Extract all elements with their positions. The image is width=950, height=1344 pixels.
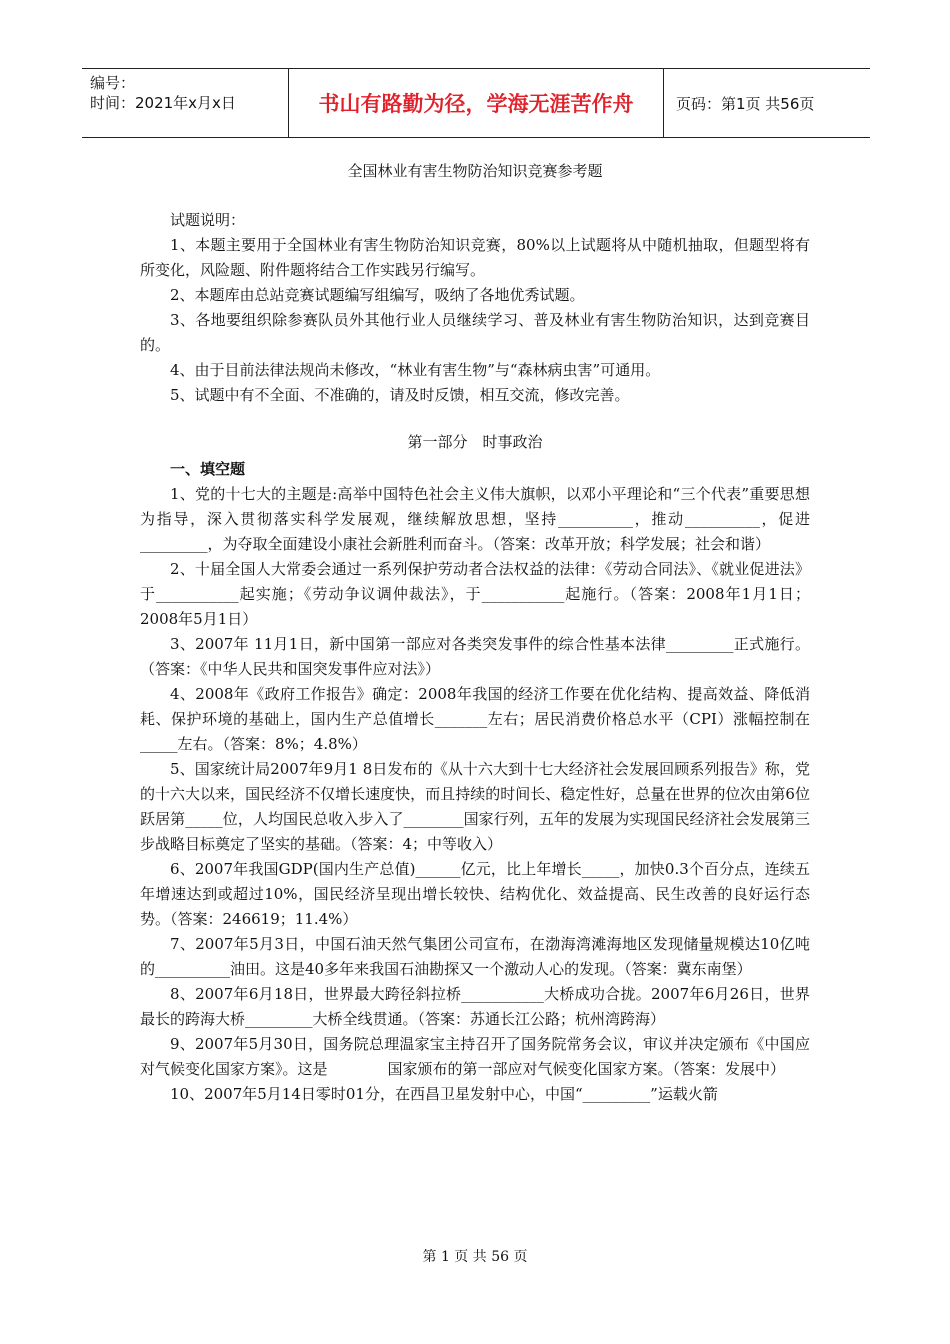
question-2: 2、十届全国人大常委会通过一系列保护劳动者合法权益的法律：《劳动合同法》、《就业促进法》于___________起实施；《劳动争议调仲裁法》，于___________起施行。（答案：2008年1月1日；2008年5月1日）: [140, 560, 810, 628]
intro-item-2: 2、本题库由总站竞赛试题编写组编写，吸纳了各地优秀试题。: [170, 286, 585, 304]
intro-item-1: 1、本题主要用于全国林业有害生物防治知识竞赛，80%以上试题将从中随机抽取，但题型将有所变化，风险题、附件题将结合工作实践另行编写。: [140, 236, 810, 279]
intro-item-3: 3、各地要组织除参赛队员外其他行业人员继续学习、普及林业有害生物防治知识，达到竞赛目的。: [140, 311, 810, 354]
part-title: 第一部分 时事政治: [407, 433, 543, 451]
intro-item-4: 4、由于目前法律法规尚未修改，“林业有害生物”与“森林病虫害”可通用。: [170, 361, 661, 379]
question-7: 7、2007年5月3日，中国石油天然气集团公司宣布，在渤海湾滩海地区发现储量规模达10亿吨的__________油田。这是40多年来我国石油勘探又一个激动人心的发现。（答案：冀东南堡）: [140, 935, 810, 978]
document-title: 全国林业有害生物防治知识竞赛参考题: [347, 162, 603, 180]
document-body: [140, 158, 810, 1107]
question-4: 4、2008年《政府工作报告》确定：2008年我国的经济工作要在优化结构、提高效益、降低消耗、保护环境的基础上，国内生产总值增长_______左右；居民消费价格总水平（CPI）涨幅控制在_____左右。（答案：8%；4.8%）: [140, 685, 810, 753]
question-8: 8、2007年6月18日，世界最大跨径斜拉桥___________大桥成功合拢。2007年6月26日，世界最长的跨海大桥_________大桥全线贯通。（答案：苏通长江公路；杭州湾跨海）: [140, 985, 810, 1028]
serial-label: 编号：: [90, 74, 136, 92]
header-motto: 书山有路勤为径，学海无涯苦作舟: [289, 69, 664, 137]
header-page-info: 页码：第1页 共56页: [676, 94, 815, 113]
date-label: 时间：2021年x月x日: [90, 94, 236, 112]
page-footer: 第 1 页 共 56 页: [422, 1249, 528, 1265]
intro-heading: 试题说明：: [170, 211, 246, 229]
intro-item-5: 5、试题中有不全面、不准确的，请及时反馈，相互交流，修改完善。: [170, 386, 630, 404]
page-header: [82, 68, 870, 138]
question-10: 10、2007年5月14日零时01分，在西昌卫星发射中心，中国“_________”运载火箭: [170, 1085, 718, 1103]
question-5: 5、国家统计局2007年9月1 8日发布的《从十六大到十七大经济社会发展回顾系列报告》称，党的十六大以来，国民经济不仅增长速度快，而且持续的时间长、稳定性好，总量在世界的位次由第6位跃居第_____位，人均国民总收入步入了________国家行列，五年的发展为实现国民经济社会发展第三步战略目标奠定了坚实的基础。（答案：4；中等收入）: [140, 760, 810, 853]
question-1: 1、党的十七大的主题是:高举中国特色社会主义伟大旗帜，以邓小平理论和“三个代表”重要思想为指导，深入贯彻落实科学发展观，继续解放思想，坚持__________，推动__________，促进_________，为夺取全面建设小康社会新胜利而奋斗。（答案：改革开放；科学发展；社会和谐）: [140, 485, 810, 553]
question-3: 3、2007年 11月1日，新中国第一部应对各类突发事件的综合性基本法律_________正式施行。（答案：《中华人民共和国突发事件应对法》）: [140, 635, 810, 678]
header-meta: [82, 69, 289, 137]
question-9: 9、2007年5月30日，国务院总理温家宝主持召开了国务院常务会议，审议并决定颁布《中国应对气候变化国家方案》。这是 国家颁布的第一部应对气候变化国家方案。（答案：发展中）: [140, 1035, 810, 1078]
section-title: 一、填空题: [170, 460, 246, 478]
question-6: 6、2007年我国GDP(国内生产总值)______亿元，比上年增长_____，加快0.3个百分点，连续五年增速达到或超过10%，国民经济呈现出增长较快、结构优化、效益提高、民生改善的良好运行态势。（答案：246619；11.4%）: [140, 860, 810, 928]
